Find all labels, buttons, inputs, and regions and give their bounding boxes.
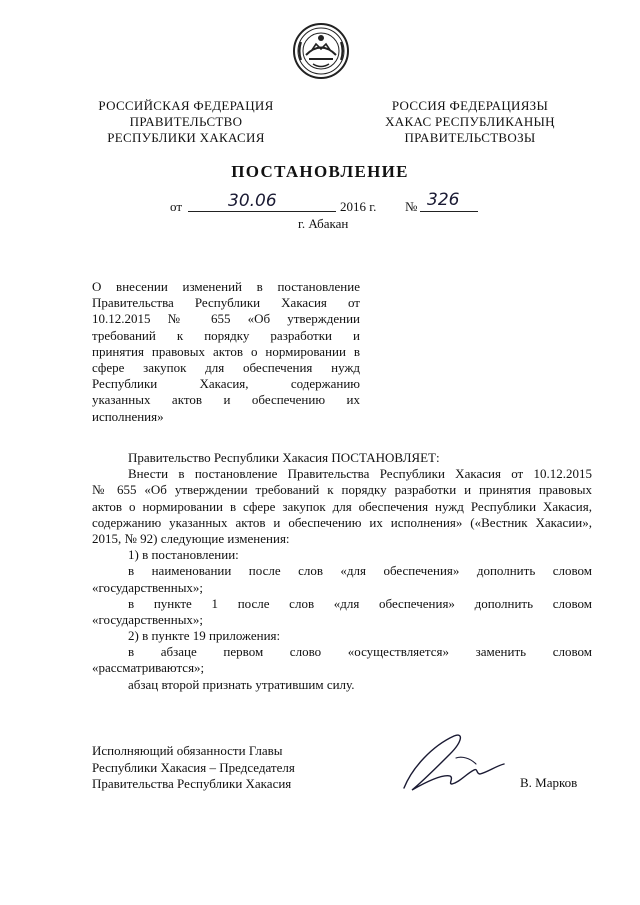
subject-line: Республики Хакасия, содержанию [92, 376, 360, 392]
signatory-name: В. Марков [520, 775, 578, 790]
subject-line: 10.12.2015 № 655 «Об утверждении [92, 311, 360, 327]
handwritten-signature-icon [392, 728, 512, 800]
date-blank-line [188, 211, 336, 212]
body-line: абзац второй признать утратившим силу. [128, 676, 355, 692]
number-blank-line [420, 211, 478, 212]
body-line: «государственных»; [92, 611, 204, 627]
header-right [350, 98, 590, 146]
subject-line: О внесении изменений в постановление [92, 279, 360, 294]
number-prefix: № [405, 199, 418, 214]
subject-line: исполнения» [92, 408, 164, 424]
signatory-line: Правительства Республики Хакасия [92, 776, 292, 791]
subject-line: принятия правовых актов о нормировании в [92, 343, 360, 359]
header-right-line2: ХАКАС РЕСПУБЛИКАНЫҢ [385, 114, 555, 129]
subject-line: Правительства Республики Хакасия от [92, 295, 360, 311]
body-paragraph: Правительство Республики Хакасия ПОСТАНОВЛЯЕТ: [128, 450, 440, 465]
document-body [92, 450, 592, 693]
year-label: 2016 г. [340, 199, 377, 214]
subject-line: требований к порядку разработки и [92, 327, 360, 343]
header-right-line3: ПРАВИТЕЛЬСТВОЗЫ [404, 130, 536, 145]
body-line: в пункте 1 после слов «для обеспечения» дополнить словом [128, 595, 592, 611]
header-left [82, 98, 290, 146]
date-handwritten: 30.06 [228, 191, 277, 211]
body-line: «государственных»; [92, 579, 204, 595]
subject-line: сфере закупок для обеспечения нужд [92, 359, 360, 375]
header-left-line2: ПРАВИТЕЛЬСТВО [129, 114, 243, 129]
city-label: г. Абакан [298, 216, 349, 231]
body-line: 2015, № 92) следующие изменения: [92, 530, 290, 546]
document-subject [92, 279, 360, 425]
body-line: № 655 «Об утверждении требований к порядку разработки и принятия правовых [92, 482, 592, 498]
body-line: в наименовании после слов «для обеспечения» дополнить словом [128, 563, 592, 579]
body-line: Внести в постановление Правительства Республики Хакасия от 10.12.2015 [128, 466, 592, 482]
number-handwritten: 326 [427, 190, 460, 210]
date-prefix: от [170, 199, 183, 214]
subject-line: указанных актов и обеспечению их [92, 392, 360, 408]
body-line: актов о нормировании в сфере закупок для обеспечения нужд Республики Хакасия, [92, 498, 592, 514]
body-item: 1) в постановлении: [128, 547, 239, 563]
header-left-line3: РЕСПУБЛИКИ ХАКАСИЯ [107, 130, 265, 145]
header-left-line1: РОССИЙСКАЯ ФЕДЕРАЦИЯ [98, 98, 274, 113]
signatory-line: Республики Хакасия – Председателя [92, 759, 295, 775]
body-line: содержанию указанных актов и обеспечению их исполнения» («Вестник Хакасии», [92, 514, 592, 530]
header-right-line1: РОССИЯ ФЕДЕРАЦИЯЗЫ [391, 98, 549, 113]
signatory-line: Исполняющий обязанности Главы [92, 743, 283, 758]
body-line: в абзаце первом слово «осуществляется» заменить словом [128, 644, 592, 660]
coat-of-arms-icon [292, 22, 350, 80]
body-item: 2) в пункте 19 приложения: [128, 628, 281, 644]
body-line: «рассматриваются»; [92, 660, 205, 676]
signatory-title [92, 743, 352, 793]
document-title: ПОСТАНОВЛЕНИЕ [231, 162, 409, 181]
